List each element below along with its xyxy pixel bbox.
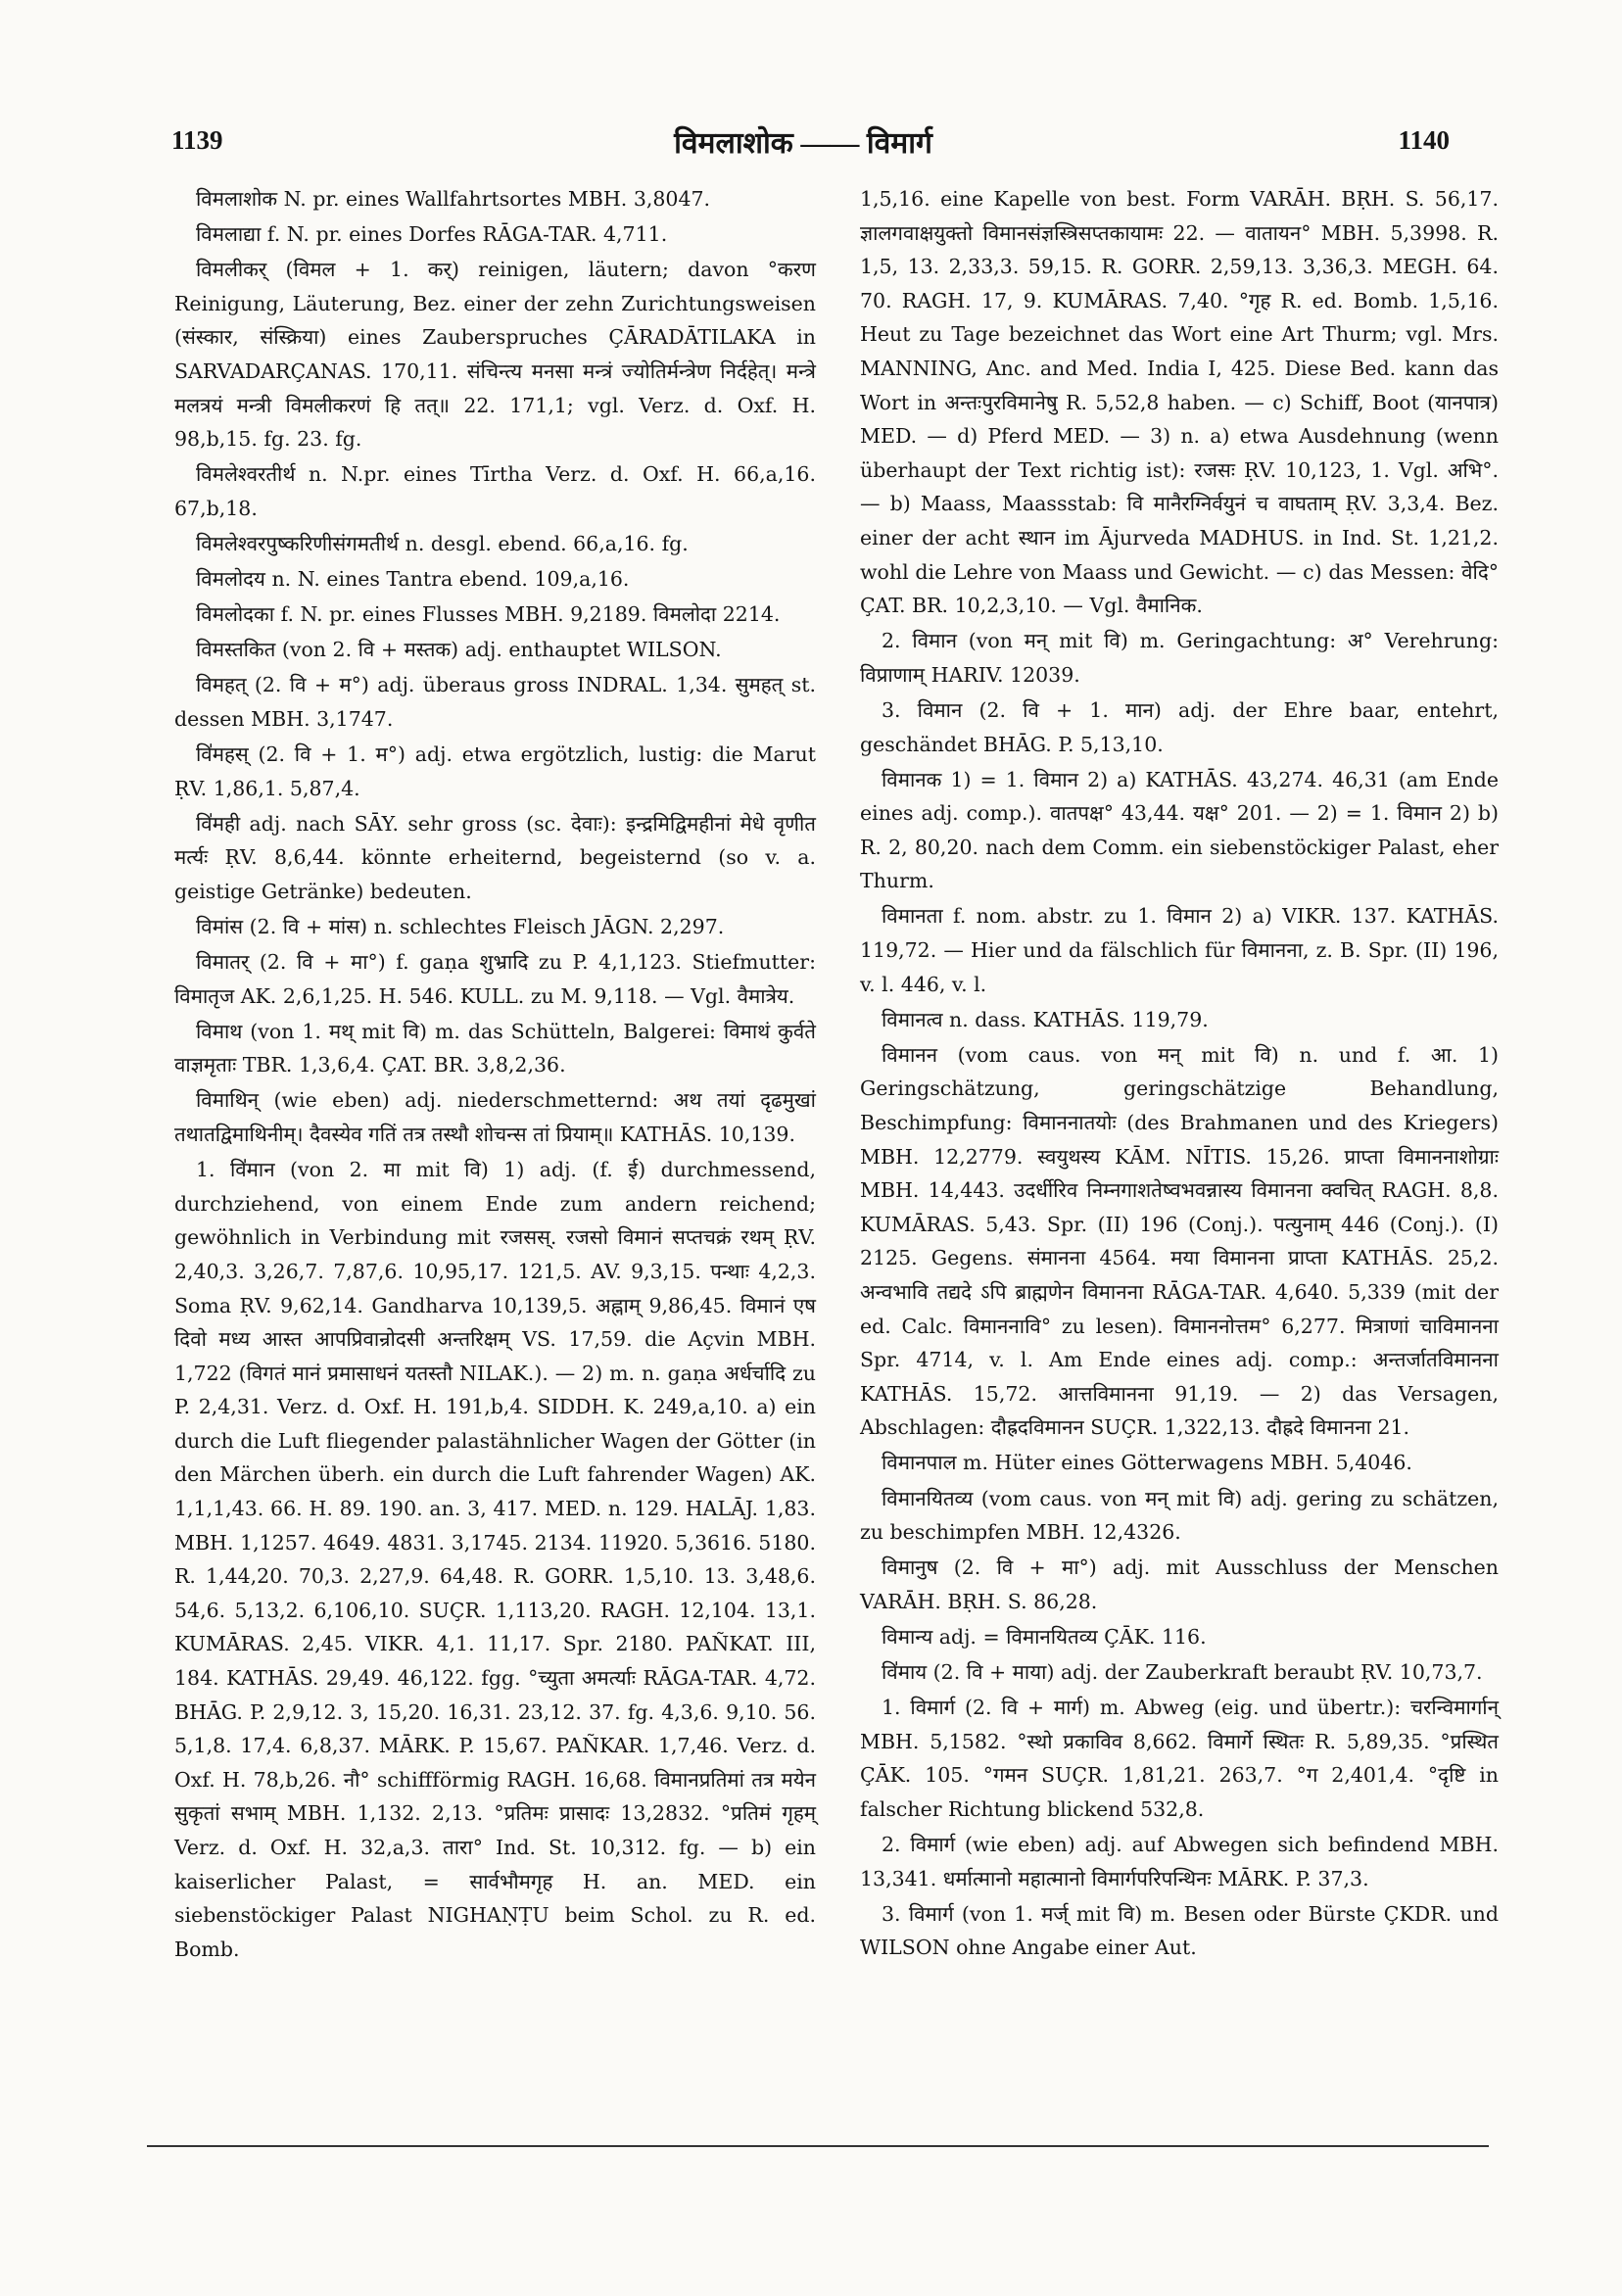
entry: विमलेश्वरतीर्थ n. N.pr. eines Tīrtha Verz. d. Oxf. H. 66,a,16. 67,b,18. xyxy=(174,462,816,520)
entry: विमस्तकित (von 2. वि + मस्तक) adj. enthauptet WILSON. xyxy=(196,638,722,662)
entry: 2. विमार्ग (wie eben) adj. auf Abwegen sich befindend MBH. 13,341. धर्मात्मानो महात्मानो विमार्गपरिपन्थिनः MĀRK. P. 37,3. xyxy=(860,1833,1499,1890)
entry: विमानयितव्य (vom caus. von मन् mit वि) adj. gering zu schätzen, zu beschimpfen MBH. 12,4326. xyxy=(860,1486,1499,1545)
right-column xyxy=(860,182,1499,1966)
entry: वि॑महस् (2. वि + 1. म°) adj. etwa ergötzlich, lustig: die Marut ṚV. 1,86,1. 5,87,4. xyxy=(174,742,816,800)
entry-continuation: 1,5,16. eine Kapelle von best. Form VARĀH. BṚH. S. 56,17. ज्ञालगवाक्षयुक्तो विमानसंज्ञस्त्रिसप्तकायामः 22. — वातायन° MBH. 5,3998. R. 1,5, 13. 2,33,3. 59,15. R. GORR. 2,59,13. 3,36,3. MEGH. 64. 70. RAGH. 17, 9. KUMĀRAS. 7,40. °गृह R. ed. Bomb. 1,5,16. Heut zu Tage bezeichnet das Wort eine Art Thurm; vgl. Mrs. MANNING, Anc. and Med. India I, 425. Diese Bed. kann das Wort in अन्तःपुरविमानेषु R. 5,52,8 haben. — c) Schiff, Boot (यानपात्र) MED. — d) Pferd MED. — 3) n. a) etwa Ausdehnung (wenn überhaupt der Text richtig ist): रजसः ṚV. 10,123, 1. Vgl. अभि°. — b) Maass, Maassstab: वि मानैरग्निर्वयुनं च वाघताम् ṚV. 3,3,4. Bez. einer der acht स्थान im Ājurveda MADHUS. in Ind. St. 1,21,2. wohl die Lehre von Maass und Gewicht. — c) das Messen: वेदि° ÇAT. BR. 10,2,3,10. — Vgl. वैमानिक. xyxy=(860,187,1499,618)
entry: विमलोदका f. N. pr. eines Flusses MBH. 9,2189. विमलोदा 2214. xyxy=(196,602,781,627)
entry: विमलाद्या f. N. pr. eines Dorfes RĀGA-TAR. 4,711. xyxy=(196,222,668,247)
entry: 2. विमान (von मन् mit वि) m. Geringachtung: अ° Verehrung: विप्राणाम् HARIV. 12039. xyxy=(860,629,1499,687)
entry: विमलाशोक N. pr. eines Wallfahrtsortes MBH. 3,8047. xyxy=(196,187,711,211)
entry: विमाथ (von 1. मथ् mit वि) m. das Schütteln, Balgerei: विमाथं कुर्वते वाज्ञमृताः TBR. 1,3,6,4. ÇAT. BR. 3,8,2,36. xyxy=(174,1019,816,1077)
entry: विमानक 1) = 1. विमान 2) a) KATHĀS. 43,274. 46,31 (am Ende eines adj. comp.). वातपक्ष° 43,44. यक्ष° 201. — 2) = 1. विमान 2) b) R. 2, 80,20. nach dem Comm. ein siebenstöckiger Palast, eher Thurm. xyxy=(860,767,1499,893)
entry: 1. विमार्ग (2. वि + मार्ग) m. Abweg (eig. und übertr.): चरन्विमार्गान् MBH. 5,1582. °स्थो प्रकाविव 8,662. विमार्गे स्थितः R. 5,89,35. °प्रस्थित ÇĀK. 105. °गमन SUÇR. 1,81,21. 263,7. °ग 2,401,4. °दृष्टि in falscher Richtung blickend 532,8. xyxy=(860,1696,1499,1821)
entry: विमानन (vom caus. von मन् mit वि) n. und f. आ. 1) Geringschätzung, geringschätzige Behandlung, Beschimpfung: विमाननातयोः (des Brahmanen und des Kriegers) MBH. 12,2779. स्वयुथस्य KĀM. NĪTIS. 15,26. प्राप्ता विमाननाशोग्राः MBH. 14,443. उदर्धीरिव निम्नगाशतेष्वभवन्नास्य विमानना क्वचित् RAGH. 8,8. KUMĀRAS. 5,43. Spr. (II) 196 (Conj.). पत्युनाम् 446 (Conj.). (I) 2125. Gegens. संमानना 4564. मया विमानना प्राप्ता KATHĀS. 25,2. अन्वभावि तद्यदे ऽपि ब्राह्मणेन विमानना RĀGA-TAR. 4,640. 5,339 (mit der ed. Calc. विमाननावि° zu lesen). विमाननोत्तम° 6,277. मित्राणां चाविमानना Spr. 4714, v. l. Am Ende eines adj. comp.: अन्तर्जातविमानना KATHĀS. 15,72. आत्तविमानना 91,19. — 2) das Versagen, Abschlagen: दौह्रदविमानन SUÇR. 1,322,13. दौह्रदे विमानना 21. xyxy=(860,1042,1499,1440)
entry: विमानपाल m. Hüter eines Götterwagens MBH. 5,4046. xyxy=(882,1451,1412,1475)
entry: विमाथिन् (wie eben) adj. niederschmetternd: अथ तयां दृढमुखां तथातद्विमाथिनीम्। दैवस्येव गतिं तत्र तस्थौ शोचन्स तां प्रियाम्॥ KATHĀS. 10,139. xyxy=(174,1088,816,1147)
entry: 1. वि॑मान (von 2. मा mit वि) 1) adj. (f. ई) durchmessend, durchziehend, von einem Ende zum andern reichend; gewöhnlich in Verbindung mit रजसस्. रजसो विमानं सप्तचक्रं रथम् ṚV. 2,40,3. 3,26,7. 7,87,6. 10,95,17. 121,5. AV. 9,3,15. पन्थाः 4,2,3. Soma ṚV. 9,62,14. Gandharva 10,139,5. अह्नाम् 9,86,45. विमानं एष दिवो मध्य आस्त आपप्रिवान्रोदसी अन्तरिक्षम् VS. 17,59. die Açvin MBH. 1,722 (विगतं मानं प्रमासाधनं यतस्तौ NILAK.). — 2) m. n. gaṇa अर्धर्चादि zu P. 2,4,31. Verz. d. Oxf. H. 191,b,4. SIDDH. K. 249,a,10. a) ein durch die Luft fliegender palastähnlicher Wagen der Götter (in den Märchen überh. ein durch die Luft fahrender Wagen) AK. 1,1,1,43. 66. H. 89. 190. an. 3, 417. MED. n. 129. HALĀJ. 1,83. MBH. 1,1257. 4649. 4831. 3,1745. 2134. 11920. 5,3616. 5180. R. 1,44,20. 70,3. 2,27,9. 64,48. R. GORR. 1,5,10. 13. 3,48,6. 54,6. 5,13,2. 6,106,10. SUÇR. 1,113,20. RAGH. 12,104. 13,1. KUMĀRAS. 2,45. VIKR. 4,1. 11,17. Spr. 2180. PAÑKAT. III, 184. KATHĀS. 29,49. 46,122. fgg. °च्युता अमर्त्याः RĀGA-TAR. 4,72. BHĀG. P. 2,9,12. 3, 15,20. 16,31. 23,12. 37. fg. 4,3,6. 9,10. 56. 5,1,8. 17,4. 6,8,37. MĀRK. P. 15,67. PAÑKAR. 1,7,46. Verz. d. Oxf. H. 78,b,26. नौ° schiffförmig RAGH. 16,68. विमानप्रतिमां तत्र मयेन सुकृतां सभाम् MBH. 1,132. 2,13. °प्रतिमः प्रासादः 13,2832. °प्रतिमं गृहम् Verz. d. Oxf. H. 32,a,3. तारा° Ind. St. 10,312. fg. — b) ein kaiserlicher Palast, = सार्वभौमगृह H. an. MED. ein siebenstöckiger Palast NIGHAṆṬU beim Schol. zu R. ed. Bomb. xyxy=(174,1158,816,1961)
entry: विमानुष (2. वि + मा°) adj. mit Ausschluss der Menschen VARĀH. BṚH. S. 86,28. xyxy=(860,1555,1499,1613)
entry: 3. विमान (2. वि + 1. मान) adj. der Ehre baar, entehrt, geschändet BHĀG. P. 5,13,10. xyxy=(860,697,1499,756)
page-header xyxy=(157,125,1450,168)
entry: विमानता f. nom. abstr. zu 1. विमान 2) a) VIKR. 137. KATHĀS. 119,72. — Hier und da fälschlich für विमानना, z. B. Spr. (II) 196, v. l. 446, v. l. xyxy=(860,904,1499,996)
entry: 3. विमार्ग (von 1. मर्ज् mit वि) m. Besen oder Bürste ÇKDR. und WILSON ohne Angabe einer Aut. xyxy=(860,1901,1499,1960)
entry: वि॑मही adj. nach SĀY. sehr gross (sc. देवाः): इन्द्रमिद्विमहीनां मेधे वृणीत मर्त्यः ṚV. 8,6,44. könnte erheiternd, begeisternd (so v. a. geistige Getränke) bedeuten. xyxy=(174,811,816,903)
entry: वि॑माय (2. वि + माया) adj. der Zauberkraft beraubt ṚV. 10,73,7. xyxy=(882,1660,1483,1685)
left-page-number: 1139 xyxy=(171,125,223,155)
entry: विमलेश्वरपुष्करिणीसंगमतीर्थ n. desgl. ebend. 66,a,16. fg. xyxy=(196,531,689,555)
entry: विमान्य adj. = विमानयितव्य ÇĀK. 116. xyxy=(882,1624,1207,1649)
left-column xyxy=(174,182,816,1968)
entry: विमानत्व n. dass. KATHĀS. 119,79. xyxy=(882,1007,1209,1031)
entry: विमातर् (2. वि + मा°) f. gaṇa शुभ्रादि zu P. 4,1,123. Stiefmutter: विमातृज AK. 2,6,1,25. H. 546. KULL. zu M. 9,118. — Vgl. वैमात्रेय. xyxy=(174,950,816,1008)
bottom-rule xyxy=(147,2145,1489,2147)
entry: विमलीकर् (विमल + 1. कर्) reinigen, läutern; davon °करण Reinigung, Läuterung, Bez. einer der zehn Zurichtungsweisen (संस्कार, संस्क्रिया) eines Zauberspruches ÇĀRADĀTILAKA in SARVADARÇANAS. 170,11. संचिन्त्य मनसा मन्त्रं ज्योतिर्मन्त्रेण निर्दहेत्। मन्त्रे मलत्रयं मन्त्री विमलीकरणं हि तत्॥ 22. 171,1; vgl. Verz. d. Oxf. H. 98,b,15. fg. 23. fg. xyxy=(174,258,816,452)
entry: विमलोदय n. N. eines Tantra ebend. 109,a,16. xyxy=(196,567,630,592)
running-title: विमलाशोक —— विमार्ग xyxy=(674,127,932,160)
entry: विमहत् (2. वि + म°) adj. überaus gross INDRAL. 1,34. सुमहत् st. dessen MBH. 3,1747. xyxy=(174,673,816,731)
entry: विमांस (2. वि + मांस) n. schlechtes Fleisch JĀGN. 2,297. xyxy=(196,914,725,938)
right-page-number: 1140 xyxy=(1398,125,1450,155)
